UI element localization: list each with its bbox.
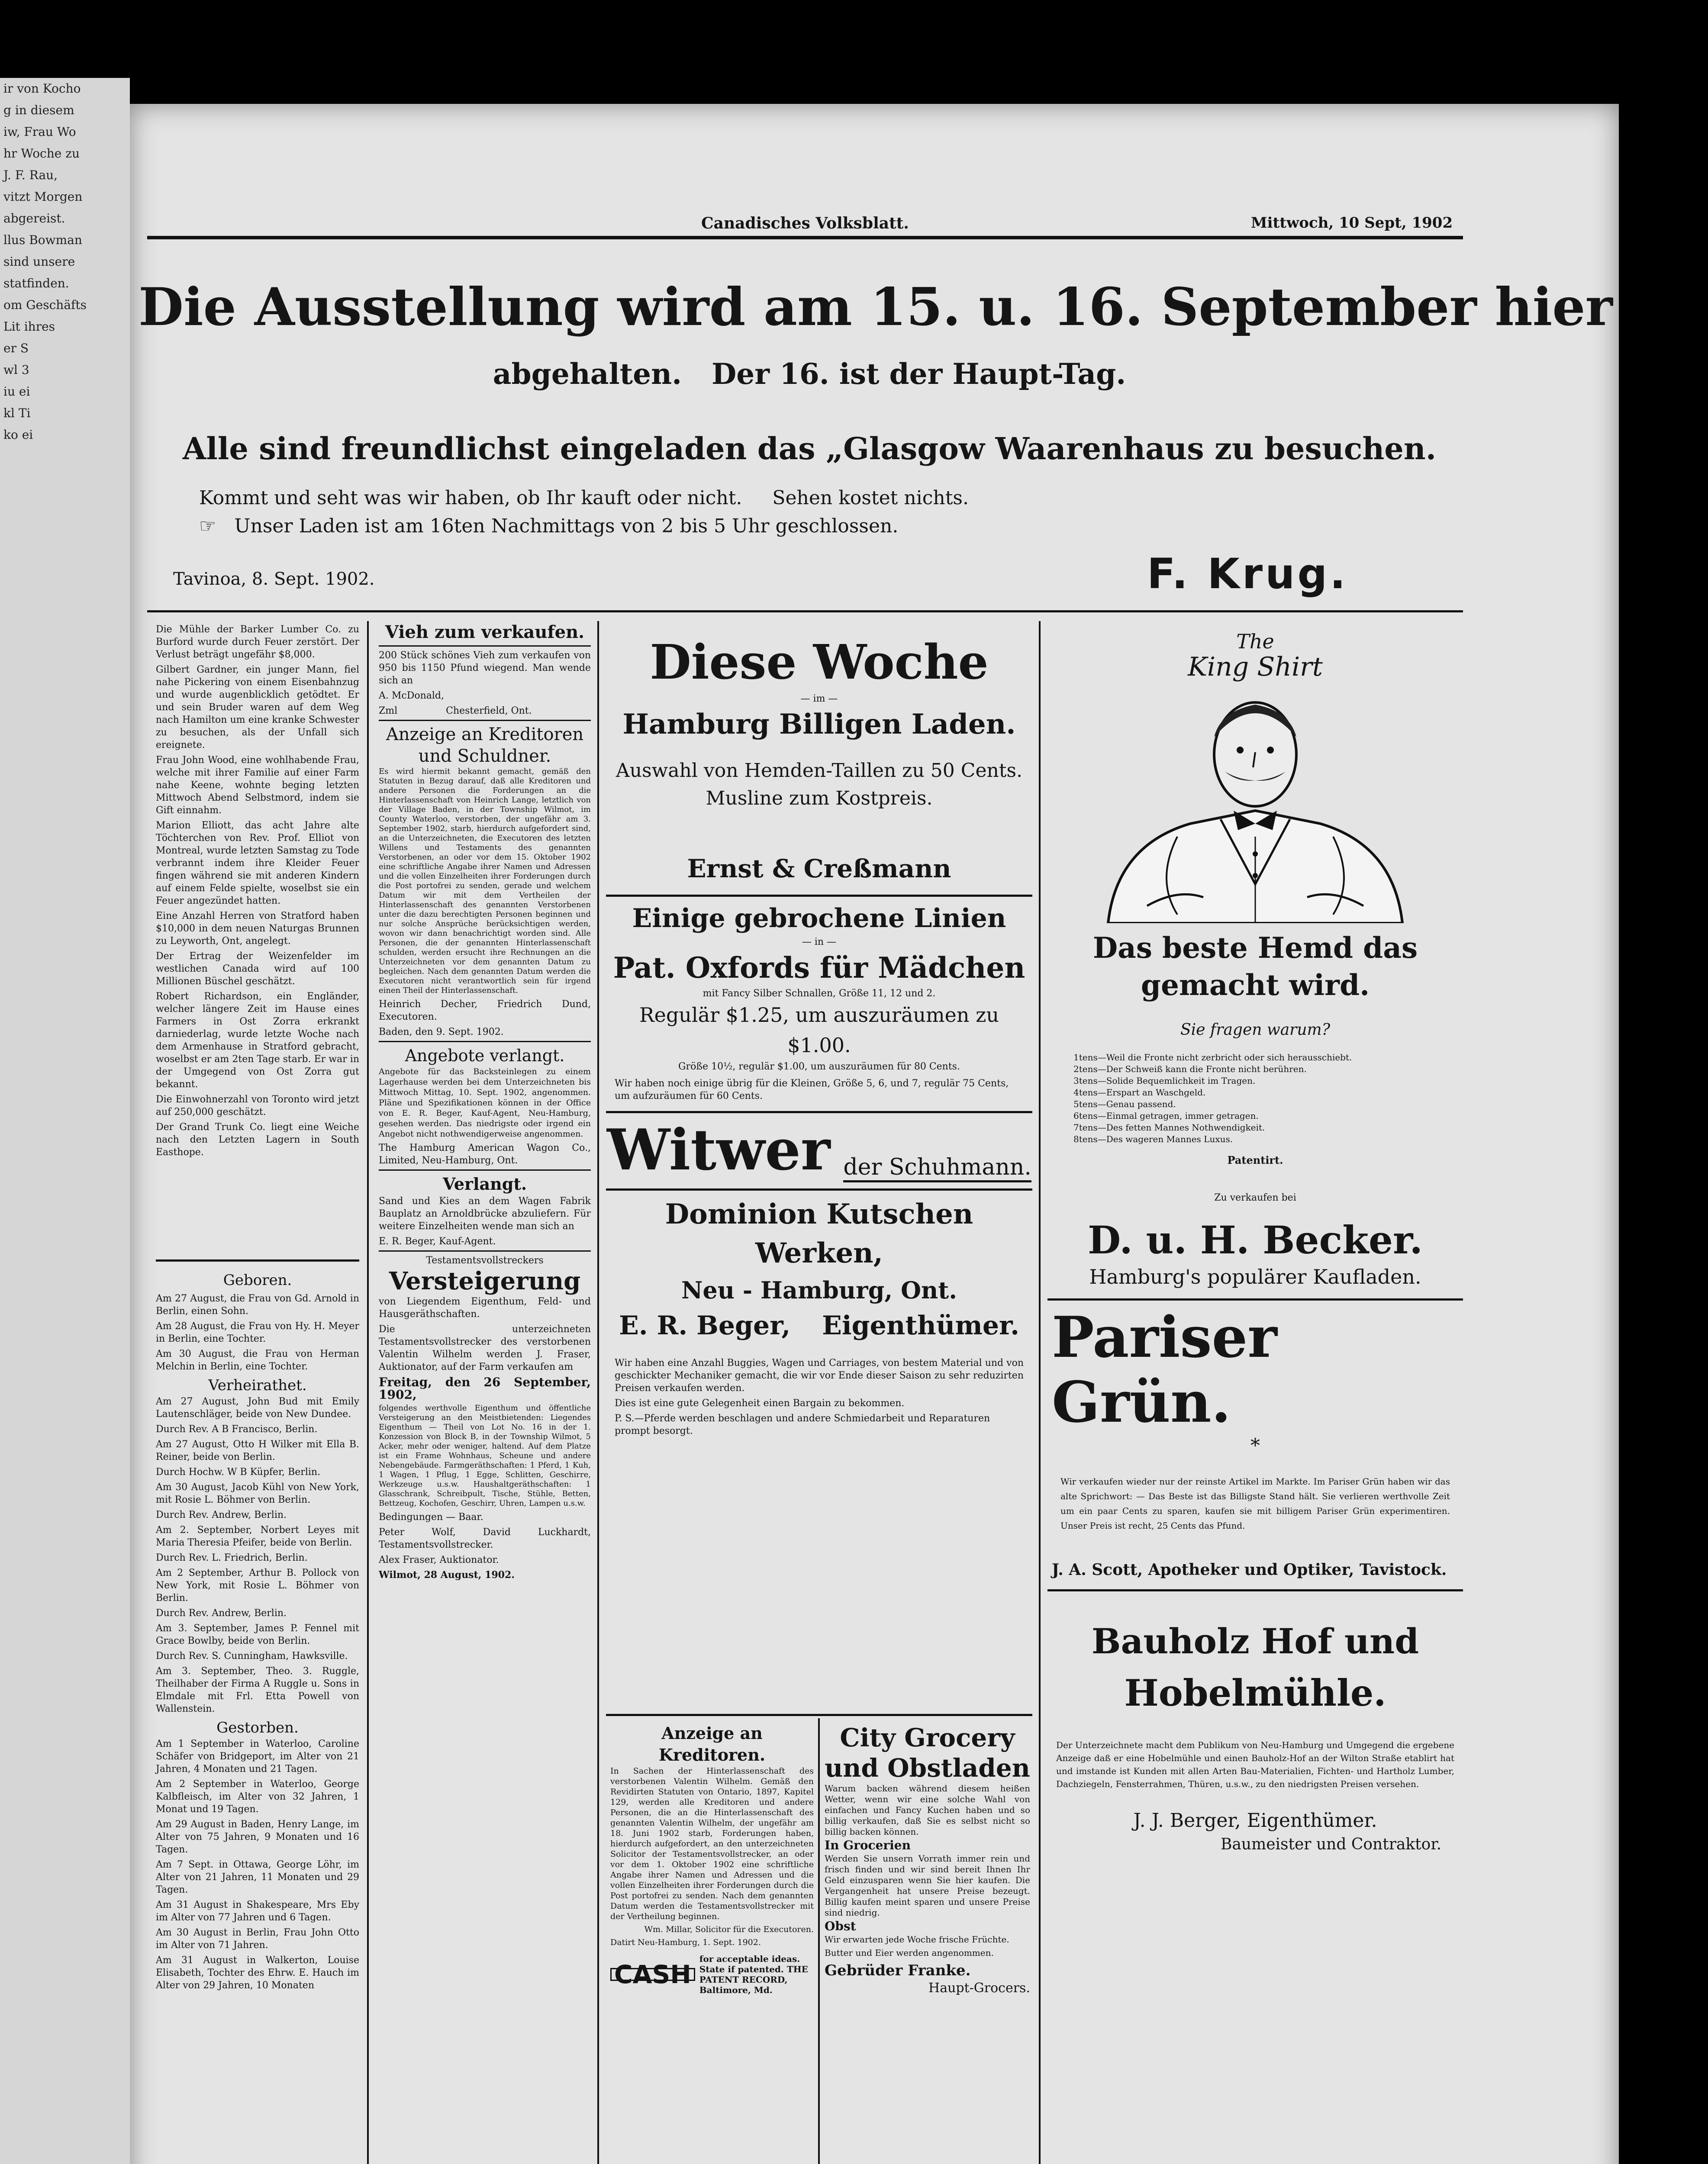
dominion-ps: P. S.—Pferde werden beschlagen und andere Schmiedarbeit und Reparaturen prompt besorgt. bbox=[615, 1413, 990, 1436]
versteigerung-text: Die unterzeichneten Testamentsvollstrecker des verstorbenen Valentin Wilhelm werden J. Fraser, Auktionator, auf der Farm verkaufen am bbox=[379, 1324, 591, 1372]
fragment-line: vitzt Morgen bbox=[3, 190, 83, 204]
versteigerung-date: Freitag, den 26 September, 1902, bbox=[379, 1375, 591, 1402]
record-entry: Am 3. September, Theo. 3. Ruggle, Theilhaber der Firma A Ruggle u. Sons in Elmdale mit Frl. Etta Powell von Wallenstein. bbox=[156, 1666, 359, 1714]
news-item: Der Grand Trunk Co. liegt eine Weiche nach den Letzten Lagern in South Easthope. bbox=[156, 1122, 359, 1158]
kids-line: Wir haben noch einige übrig für die Kleinen, Größe 5, 6, und 7, regulär 75 Cents, um aufzuräumen für 60 Cents. bbox=[615, 1078, 1009, 1101]
anzeige-signature: Heinrich Decher, Friedrich Dund, Executoren. bbox=[379, 999, 591, 1022]
left-page-fragment bbox=[0, 78, 130, 2164]
record-entry: Am 2 September in Waterloo, George Kalbfleisch, im Alter von 32 Jahren, 1 Monat und 19 Tagen. bbox=[156, 1779, 359, 1815]
angebote-text: Angebote für das Backsteinlegen zu einem Lagerhause werden bei dem Unterzeichneten bis Mittwoch Mittag, 10. Sept. 1902, angenommen. Pläne und Spezifikationen können in der Office von E. R. Beger, Kauf-Agent, Neu-Hamburg, gesehen werden. Das niedrigste oder irgend ein Angebot nicht nothwendigerweise angenommen. bbox=[379, 1067, 591, 1139]
fragment-line: llus Bowman bbox=[3, 233, 82, 247]
versteigerung-terms: Bedingungen — Baar. bbox=[379, 1512, 483, 1523]
fragment-line: g in diesem bbox=[3, 103, 74, 117]
news-item: Eine Anzahl Herren von Stratford haben $10,000 in dem neuen Naturgas Brunnen zu Leyworth, Ont, angelegt. bbox=[156, 911, 359, 947]
angebote-signature: The Hamburg American Wagon Co., Limited, Neu-Hamburg, Ont. bbox=[379, 1143, 591, 1166]
versteigerung-heading: Versteigerung bbox=[389, 1267, 581, 1295]
beger-owner: Eigenthümer. bbox=[822, 1311, 1019, 1341]
einige-heading: Einige gebrochene Linien bbox=[632, 903, 1006, 934]
hamburg-store: Hamburg Billigen Laden. bbox=[622, 708, 1016, 741]
im-label: — im — bbox=[800, 693, 838, 704]
musline-line: Musline zum Kostpreis. bbox=[706, 787, 933, 809]
pariser-gruen-heading: Pariser Grün. bbox=[1052, 1304, 1277, 1435]
grocerien-heading: In Grocerien bbox=[825, 1838, 911, 1852]
berger-signature: J. J. Berger, Eigenthümer. bbox=[1133, 1810, 1377, 1832]
dominion-location: Neu - Hamburg, Ont. bbox=[681, 1276, 957, 1304]
column-rule bbox=[1039, 621, 1041, 2164]
fragment-line: ir von Kocho bbox=[3, 81, 81, 96]
bauholz-text: Der Unterzeichnete macht dem Publikum von Neu-Hamburg und Umgegend die ergebene Anzeige daß er eine Hobelmühle und einen Bauholz-Hof an der Wilton Straße etablirt hat und imstande ist Kunden mit allen Arten Bau-Materialien, Fichten- und Hartholz Lumber, Dachziegeln, Fensterrahmen, Thüren, u.s.w., zu den niedrigsten Preisen versehen. bbox=[1056, 1740, 1454, 1789]
fragment-line: ko ei bbox=[3, 428, 33, 442]
record-entry: Am 7 Sept. in Ottawa, George Löhr, im Alter von 21 Jahren, 11 Monaten und 29 Tagen. bbox=[156, 1859, 359, 1895]
beger-name: E. R. Beger, bbox=[619, 1311, 791, 1341]
cash-logo: CASH bbox=[610, 1968, 695, 1981]
fragment-line: kl Ti bbox=[3, 406, 31, 420]
gestorben-heading: Gestorben. bbox=[216, 1719, 299, 1736]
reason-item: 4tens—Erspart an Waschgeld. bbox=[1073, 1087, 1206, 1098]
news-column bbox=[156, 623, 359, 1161]
anzeige-text: Es wird hiermit bekannt gemacht, gemäß den Statuten in Bezug darauf, daß alle Kreditoren und andere Personen die Forderungen an die Hinterlassenschaft von Heinrich Lange, letztlich von der Village Baden, in der Township Wilmot, im County Waterloo, verstorben, der ungefähr am 3. September 1902, starb, hierdurch aufgefordert sind, an die Unterzeichneten, die Executoren des letzten Willens und Testaments des genannten Verstorbenen, an oder vor dem 15. Oktober 1902 eine schriftliche Angabe ihrer Namen und Adressen und die vollen Einzelheiten ihrer Forderungen durch die Post portofrei zu senden, gerade und welchem Datum wir mit dem Vertheilen der Hinterlassenschaft des genannten Verstorbenen unter die dazu berechtigten Personen beginnen und nur solche Ansprüche berücksichtigen werden, wovon wir dann benachrichtigt worden sind. Alle Personen, die der genannten Hinterlassenschaft schulden, werden ersucht ihre Rechnungen an die Unterzeichneten vor dem genannten Datum zu begleichen. Nach dem genannten Datum werden die Executoren nicht verantwortlich sein für irgend einen Theil der Hinterlassenschaft. bbox=[379, 767, 591, 995]
kreditoren-date: Datirt Neu-Hamburg, 1. Sept. 1902. bbox=[610, 1938, 761, 1947]
vieh-name: A. McDonald, bbox=[379, 690, 445, 701]
fragment-line: er S bbox=[3, 341, 29, 355]
issue-date: Mittwoch, 10 Sept, 1902 bbox=[1251, 214, 1453, 232]
shirt-man-illustration bbox=[1047, 681, 1463, 923]
krug-headline: Die Ausstellung wird am 15. u. 16. September hier bbox=[139, 277, 1613, 338]
oxfords-heading: Pat. Oxfords für Mädchen bbox=[613, 951, 1025, 985]
news-item: Robert Richardson, ein Engländer, welcher längere Zeit im Hause eines Farmers in Ost Zorra erkrankt darniederlag, wurde letzte Woche nach dem Armenhause in Stratford gebracht, woselbst er am 2ten Tage starb. Er war in der Umgegend von Ost Zorra gut bekannt. bbox=[156, 991, 359, 1090]
news-item: Gilbert Gardner, ein junger Mann, fiel nahe Pickering von einem Eisenbahnzug und wurde augenblicklich getödtet. Er und sein Bruder waren auf dem Weg nach Hamilton um eine kranke Schwester zu besuchen, als der Unfall sich ereignete. bbox=[156, 664, 359, 750]
record-entry: Am 3. September, James P. Fennel mit Grace Bowlby, beide von Berlin. bbox=[156, 1623, 359, 1646]
dominion-bargain: Dies ist eine gute Gelegenheit einen Bargain zu bekommen. bbox=[615, 1398, 905, 1409]
krug-line-2: ☞ Unser Laden ist am 16ten Nachmittags von 2 bis 5 Uhr geschlossen. bbox=[199, 515, 899, 537]
fragment-line: abgereist. bbox=[3, 211, 65, 225]
versteigerung-subtitle: von Liegendem Eigenthum, Feld- und Hausgeräthschaften. bbox=[379, 1296, 591, 1320]
vital-records bbox=[156, 1268, 359, 1994]
fragment-line: statfinden. bbox=[3, 276, 69, 290]
for-sale-label: Zu verkaufen bei bbox=[1214, 1192, 1296, 1203]
krug-signature: F. Krug. bbox=[1147, 550, 1348, 598]
krug-line-1: Kommt und seht was wir haben, ob Ihr kauft oder nicht. Sehen kostet nichts. bbox=[199, 487, 969, 509]
diese-woche-heading: Diese Woche bbox=[650, 634, 989, 690]
grocery-heading: City Grocery und Obstladen bbox=[825, 1723, 1030, 1783]
record-entry: Durch Rev. Andrew, Berlin. bbox=[156, 1510, 287, 1520]
newspaper-page bbox=[130, 104, 1619, 2164]
grocery-ad bbox=[825, 1723, 1030, 1996]
record-entry: Am 30 August in Berlin, Frau John Otto im Alter von 71 Jahren. bbox=[156, 1927, 359, 1951]
ad-column bbox=[606, 623, 1032, 1440]
becker-subtitle: Hamburg's populärer Kaufladen. bbox=[1089, 1265, 1421, 1288]
witwer-name: Witwer bbox=[607, 1117, 831, 1183]
angebote-heading: Angebote verlangt. bbox=[405, 1046, 565, 1065]
scott-signature: J. A. Scott, Apotheker und Optiker, Tavistock. bbox=[1052, 1561, 1447, 1579]
vieh-place: Zml Chesterfield, Ont. bbox=[379, 705, 532, 716]
reason-item: 7tens—Des fetten Mannes Nothwendigkeit. bbox=[1073, 1122, 1265, 1133]
verlangt-heading: Verlangt. bbox=[442, 1174, 527, 1194]
paper-name: Canadisches Volksblatt. bbox=[701, 214, 909, 232]
schuhmann-label: der Schuhmann. bbox=[843, 1154, 1031, 1182]
record-entry: Durch Hochw. W B Küpfer, Berlin. bbox=[156, 1467, 321, 1478]
reason-item: 1tens—Weil die Fronte nicht zerbricht oder sich herausschiebt. bbox=[1073, 1052, 1352, 1063]
record-entry: Am 31 August in Walkerton, Louise Elisabeth, Tochter des Ehrw. E. Hauch im Alter von 29 Jahren, 10 Monaten bbox=[156, 1955, 359, 1991]
versteigerung-auctioneer: Alex Fraser, Auktionator. bbox=[379, 1555, 499, 1565]
obst-heading: Obst bbox=[825, 1919, 856, 1933]
record-entry: Durch Rev. A B Francisco, Berlin. bbox=[156, 1424, 318, 1435]
record-entry: Am 30 August, Jacob Kühl von New York, mit Rosie L. Böhmer von Berlin. bbox=[156, 1482, 359, 1505]
in-label: — in — bbox=[802, 937, 837, 947]
krug-subheadline: abgehalten. Der 16. ist der Haupt-Tag. bbox=[493, 357, 1126, 391]
news-item: Die Mühle der Barker Lumber Co. zu Burford wurde durch Feuer zerstört. Der Verlust beträgt ungefähr $8,000. bbox=[156, 624, 359, 660]
grocerien-text: Werden Sie unsern Vorrath immer rein und frisch finden und wir sind bereit Ihnen Ihr Geld einzusparen wenn Sie hier kaufen. Die Vergangenheit hat unsere Preise bezeugt. Billig kaufen meint sparen und unsere Preise sind niedrig. bbox=[825, 1853, 1030, 1918]
obst-text: Wir erwarten jede Woche frische Früchte. bbox=[825, 1934, 1009, 1945]
record-entry: Am 28 August, die Frau von Hy. H. Meyer in Berlin, eine Tochter. bbox=[156, 1321, 359, 1344]
fragment-line: Lit ihres bbox=[3, 319, 55, 334]
reason-item: 5tens—Genau passend. bbox=[1073, 1099, 1176, 1109]
king-shirt-heading: King Shirt bbox=[1188, 652, 1323, 682]
patented-label: Patentirt. bbox=[1227, 1154, 1283, 1166]
franke-subtitle: Haupt-Grocers. bbox=[928, 1980, 1030, 1996]
why-question: Sie fragen warum? bbox=[1180, 1021, 1330, 1039]
cash-text: for acceptable ideas. State if patented. THE PATENT RECORD, Baltimore, Md. bbox=[699, 1954, 808, 1995]
reason-item: 2tens—Der Schweiß kann die Fronte nicht berühren. bbox=[1073, 1064, 1307, 1074]
anzeige-date: Baden, den 9. Sept. 1902. bbox=[379, 1027, 504, 1037]
versteigerung-pretitle: Testamentsvollstreckers bbox=[426, 1255, 544, 1266]
fragment-line: iw, Frau Wo bbox=[3, 125, 76, 139]
krug-place-date: Tavinoa, 8. Sept. 1902. bbox=[173, 569, 375, 589]
news-item: Die Einwohnerzahl von Toronto wird jetzt auf 250,000 geschätzt. bbox=[156, 1094, 359, 1117]
franke-signature: Gebrüder Franke. bbox=[825, 1962, 971, 1979]
section-rule bbox=[606, 1714, 1032, 1716]
reason-item: 6tens—Einmal getragen, immer getragen. bbox=[1073, 1111, 1259, 1121]
reasons-list bbox=[1073, 1052, 1463, 1145]
kreditoren-text: In Sachen der Hinterlassenschaft des verstorbenen Valentin Wilhelm. Gemäß den Revidirten Statuten von Ontario, 1897, Kapitel 129, werden alle Kreditoren und andere Personen, die an die Hinterlassenschaft des genannten Valentin Wilhelm, der ungefähr am 18. Juni 1902 starb, Forderungen haben, hierdurch aufgefordert, an den unterzeichneten Solicitor der Testamentsvollstrecker, an oder vor dem 1. Oktober 1902 eine schriftliche Angabe ihrer Namen und Adressen und die vollen Einzelheiten ihrer Forderungen durch die Post portofrei zu senden. Nach dem genannten Datum werden die Testamentsvollstrecker mit der Vertheilung beginnen. bbox=[610, 1766, 814, 1921]
fragment-line: sind unsere bbox=[3, 254, 75, 269]
butter-line: Butter und Eier werden angenommen. bbox=[825, 1948, 994, 1958]
versteigerung-dateline: Wilmot, 28 August, 1902. bbox=[379, 1569, 515, 1581]
anzeige-heading: Anzeige an Kreditoren und Schuldner. bbox=[386, 725, 584, 766]
section-rule bbox=[156, 1259, 359, 1262]
reason-item: 3tens—Solide Bequemlichkeit im Tragen. bbox=[1073, 1076, 1256, 1086]
pariser-text: Wir verkaufen wieder nur der reinste Artikel im Markte. Im Pariser Grün haben wir das alte Sprichwort: — Das Beste ist das Billigste Stand hält. Sie verlieren werthvolle Zeit um ein paar Cents zu sparen, kaufen sie mit billigem Pariser Grün experimentiren. Unser Preis ist recht, 25 Cents das Pfund. bbox=[1060, 1476, 1450, 1531]
kreditoren-signature: Wm. Millar, Solicitor für die Executoren. bbox=[644, 1925, 814, 1934]
record-entry: Am 27 August, die Frau von Gd. Arnold in Berlin, einen Sohn. bbox=[156, 1293, 359, 1317]
news-item: Marion Elliott, das acht Jahre alte Töchterchen von Rev. Prof. Elliot von Montreal, wurde letzten Samstag zu Tode verbrannt indem ihre Kleider Feuer fingen während sie mit anderen Kindern auf einem Felde spielte, woselbst sie ein Feuer angezündet hatten. bbox=[156, 820, 359, 906]
the-label: The bbox=[1236, 630, 1274, 653]
classified-column bbox=[379, 621, 591, 1584]
dominion-text: Wir haben eine Anzahl Buggies, Wagen und Carriages, von bestem Material und von geschickter Mechaniker gemacht, die wir vor Ende dieser Saison zu sehr reduzirten Preisen verkaufen werden. bbox=[615, 1358, 1024, 1394]
record-entry: Am 2 September, Arthur B. Pollock von New York, mit Rosie L. Böhmer von Berlin. bbox=[156, 1568, 359, 1604]
becker-name: D. u. H. Becker. bbox=[1088, 1217, 1423, 1262]
news-item: Frau John Wood, eine wohlhabende Frau, welche mit ihrer Familie auf einer Farm nahe Keene, wohnte beging letzten Mittwoch Abend Selbstmord, indem sie Gift einnahm. bbox=[156, 755, 359, 816]
record-entry: Am 1 September in Waterloo, Caroline Schäfer von Bridgeport, im Alter von 21 Jahren, 4 Monaten und 21 Tagen. bbox=[156, 1739, 359, 1774]
record-entry: Am 2. September, Norbert Leyes mit Maria Theresia Pfeifer, beide von Berlin. bbox=[156, 1525, 359, 1548]
section-rule bbox=[147, 610, 1463, 612]
price-line: Regulär $1.25, um auszuräumen zu $1.00. bbox=[639, 1003, 999, 1057]
ernst-signature: Ernst & Creßmann bbox=[687, 854, 951, 883]
record-entry: Am 27 August, Otto H Wilker mit Ella B. Reiner, beide von Berlin. bbox=[156, 1439, 359, 1462]
best-shirt-slogan: Das beste Hemd das gemacht wird. bbox=[1092, 931, 1418, 1002]
kreditoren-heading: Anzeige an Kreditoren. bbox=[658, 1723, 766, 1765]
berger-subtitle: Baumeister und Contraktor. bbox=[1221, 1836, 1442, 1853]
verheirathet-heading: Verheirathet. bbox=[208, 1377, 307, 1394]
record-entry: Durch Rev. Andrew, Berlin. bbox=[156, 1608, 287, 1619]
geboren-heading: Geboren. bbox=[223, 1272, 292, 1289]
record-entry: Am 30 August, die Frau von Herman Melchin in Berlin, eine Tochter. bbox=[156, 1349, 359, 1372]
verlangt-text: Sand und Kies an dem Wagen Fabrik Bauplatz an Arnoldbrücke abzuliefern. Für weitere Einzelheiten wende man sich an bbox=[379, 1196, 591, 1232]
record-entry: Durch Rev. S. Cunningham, Hawksville. bbox=[156, 1651, 348, 1662]
column-rule bbox=[367, 621, 369, 2164]
fragment-line: wl 3 bbox=[3, 363, 29, 377]
reason-item: 8tens—Des wageren Mannes Luxus. bbox=[1073, 1134, 1233, 1144]
bauholz-heading-1: Bauholz Hof und bbox=[1091, 1621, 1419, 1662]
versteigerung-signature: Peter Wolf, David Luckhardt, Testamentsvollstrecker. bbox=[379, 1527, 591, 1550]
column-rule bbox=[597, 621, 599, 2164]
fragment-line: om Geschäfts bbox=[3, 298, 87, 312]
bauholz-heading-2: Hobelmühle. bbox=[1124, 1671, 1386, 1714]
star-ornament: * bbox=[1250, 1435, 1260, 1457]
kreditoren-notice bbox=[610, 1723, 814, 1995]
auswahl-line: Auswahl von Hemden-Taillen zu 50 Cents. bbox=[616, 760, 1023, 782]
vieh-heading: Vieh zum verkaufen. bbox=[385, 622, 585, 642]
record-entry: Durch Rev. L. Friedrich, Berlin. bbox=[156, 1552, 308, 1563]
fragment-line: J. F. Rau, bbox=[3, 168, 58, 182]
verlangt-signature: E. R. Beger, Kauf-Agent. bbox=[379, 1236, 496, 1247]
grocery-text: Warum backen während diesem heißen Wetter, wenn wir eine solche Wahl von einfachen und Fancy Kuchen haben und so billig verkaufen, daß Sie es selbst nicht so billig backen können. bbox=[825, 1783, 1030, 1837]
record-entry: Am 31 August in Shakespeare, Mrs Eby im Alter von 77 Jahren und 6 Tagen. bbox=[156, 1900, 359, 1923]
oxfords-subtitle: mit Fancy Silber Schnallen, Größe 11, 12 und 2. bbox=[703, 988, 936, 999]
versteigerung-details: folgendes werthvolle Eigenthum und öffentliche Versteigerung an den Meistbietenden: Liegendes Eigenthum — Theil von Lot No. 16 in der 1. Konzession von Block B, in der Township Wilmot, 5 Acker, mehr oder weniger, haltend. Auf dem Platze ist ein Frame Wohnhaus, Scheune und andere Nebengebäude. Farmgeräthschaften: 1 Pferd, 1 Kuh, 1 Wagen, 1 Pflug, 1 Egge, Schlitten, Geschirre, Werkzeuge u.s.w. Haushaltgeräthschaften: 1 Glasschrank, Schreibpult, Tische, Stühle, Betten, Bettzeug, Kochofen, Geschirr, Uhren, Lampen u.s.w. bbox=[379, 1404, 591, 1508]
dominion-heading: Dominion Kutschen Werken, bbox=[665, 1198, 973, 1269]
record-entry: Am 27 August, John Bud mit Emily Lautenschläger, beide von New Dundee. bbox=[156, 1396, 359, 1420]
fragment-line: hr Woche zu bbox=[3, 146, 80, 161]
masthead-rule bbox=[147, 236, 1463, 239]
fragment-line: iu ei bbox=[3, 384, 30, 399]
vieh-text: 200 Stück schönes Vieh zum verkaufen von 950 bis 1150 Pfund wiegend. Man wende sich an bbox=[379, 650, 591, 686]
column-rule bbox=[818, 1718, 820, 2164]
shirt-ad-column bbox=[1047, 630, 1463, 1855]
news-item: Der Ertrag der Weizenfelder im westlichen Canada wird auf 100 Millionen Büschel geschätzt. bbox=[156, 951, 359, 987]
record-entry: Am 29 August in Baden, Henry Lange, im Alter von 75 Jahren, 9 Monaten und 16 Tagen. bbox=[156, 1819, 359, 1855]
size-line: Größe 10½, regulär $1.00, um auszuräumen für 80 Cents. bbox=[678, 1061, 960, 1072]
krug-invitation: Alle sind freundlichst eingeladen das „Glasgow Waarenhaus zu besuchen. bbox=[182, 431, 1437, 467]
